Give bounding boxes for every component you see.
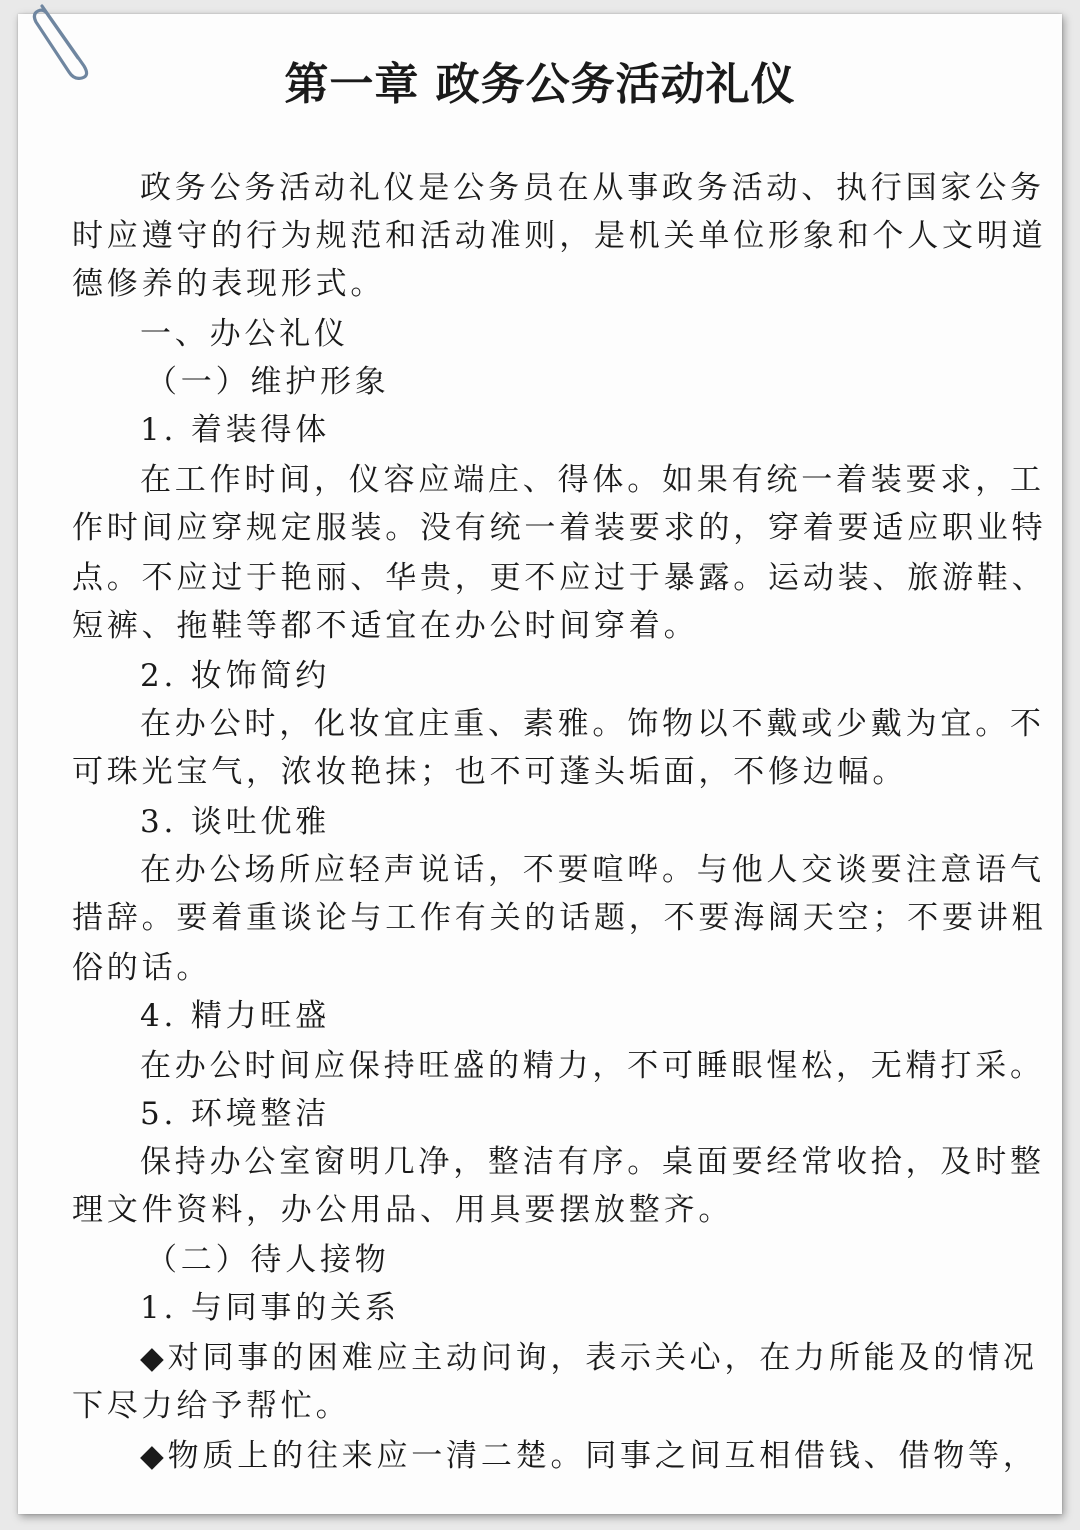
bullet-line: ◆物质上的往来应一清二楚。同事之间互相借钱、借物等， — [140, 1438, 1038, 1474]
item-heading: 4. 精力旺盛 — [140, 998, 331, 1034]
text-line: 政务公务活动礼仪是公务员在从事政务活动、执行国家公务 — [140, 170, 1045, 206]
text-line: 在办公时，化妆宜庄重、素雅。饰物以不戴或少戴为宜。不 — [140, 706, 1045, 742]
chapter-title: 第一章 政务公务活动礼仪 — [284, 59, 796, 110]
item-heading: 3. 谈吐优雅 — [140, 804, 331, 840]
text-line: 理文件资料，办公用品、用具要摆放整齐。 — [72, 1192, 734, 1228]
subsection-heading: （二）待人接物 — [146, 1242, 390, 1278]
text-line: 保持办公室窗明几净，整洁有序。桌面要经常收拾，及时整 — [140, 1144, 1045, 1180]
text-line: 德修养的表现形式。 — [72, 266, 386, 302]
text-line: 俗的话。 — [72, 950, 212, 986]
text-line: 作时间应穿规定服装。没有统一着装要求的，穿着要适应职业特 — [72, 510, 1047, 546]
bullet-line: ◆对同事的困难应主动问询，表示关心，在力所能及的情况 — [140, 1340, 1038, 1376]
item-heading: 5. 环境整洁 — [140, 1096, 331, 1132]
text-line: 点。不应过于艳丽、华贵，更不应过于暴露。运动装、旅游鞋、 — [72, 560, 1047, 596]
text-line: 在办公场所应轻声说话，不要喧哗。与他人交谈要注意语气 — [140, 852, 1045, 888]
item-heading: 1. 与同事的关系 — [140, 1290, 400, 1326]
subsection-heading: （一）维护形象 — [146, 364, 390, 400]
item-heading: 1. 着装得体 — [140, 412, 331, 448]
text-line: 下尽力给予帮忙。 — [72, 1388, 351, 1424]
text-line: 措辞。要着重谈论与工作有关的话题，不要海阔天空；不要讲粗 — [72, 900, 1047, 936]
text-line: 可珠光宝气，浓妆艳抹；也不可蓬头垢面，不修边幅。 — [72, 754, 908, 790]
text-line: 在工作时间，仪容应端庄、得体。如果有统一着装要求，工 — [140, 462, 1045, 498]
text-line: 在办公时间应保持旺盛的精力，不可睡眼惺松，无精打采。 — [140, 1048, 1045, 1084]
text-line: 短裤、拖鞋等都不适宜在办公时间穿着。 — [72, 608, 699, 644]
item-heading: 2. 妆饰简约 — [140, 658, 331, 694]
text-line: 时应遵守的行为规范和活动准则，是机关单位形象和个人文明道 — [72, 218, 1047, 254]
section-heading: 一、办公礼仪 — [140, 316, 349, 352]
